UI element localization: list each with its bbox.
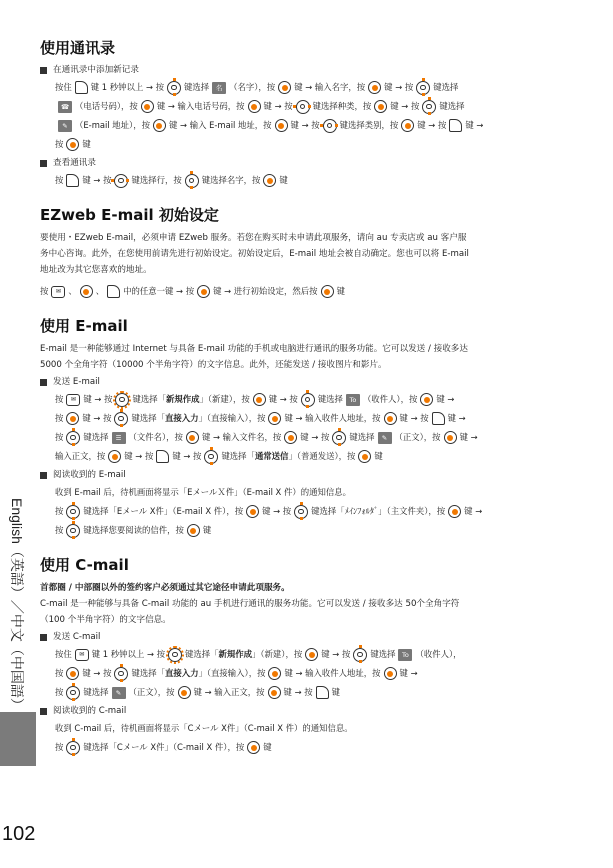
multi-key-updown-icon <box>416 81 430 95</box>
instruction-line: 按 ✉ 、 、 中的任意一键 → 按 键 → 进行初始设定，然后按 键 <box>40 286 345 296</box>
multi-key-updown-icon <box>114 412 128 426</box>
section-tab <box>0 712 36 766</box>
multi-key-updown-icon <box>66 741 80 755</box>
center-key-icon <box>253 393 266 406</box>
center-key-icon <box>384 412 397 425</box>
language-side-label: English（英語）／中文（中国語） <box>9 498 25 712</box>
center-key-icon <box>268 412 281 425</box>
soft-key-icon <box>107 285 120 298</box>
center-key-icon <box>444 431 457 444</box>
multi-key-updown-icon <box>114 667 128 681</box>
instruction-line: 按 键 <box>55 139 91 149</box>
recipient-icon: To <box>398 649 412 661</box>
multi-key-updown-icon <box>294 505 308 519</box>
section-ezweb: EZweb E-mail 初始设定 要使用・EZweb E-mail，必须申请 EZweb 服务。若您在购买时未申请此项服务，请向 au 专卖店或 au 客户服 务中心咨询。此外，在您使用前请先进行初始设定。初始设定后，E-mail 地址会被自动确定。您也可以将 E-mail 地址改为其它您喜欢的地址。 按 ✉ 、 、 中的任意一键 → 按 键 → 进行初始设定，然后按 键 <box>40 205 580 301</box>
center-key-icon <box>141 100 154 113</box>
address-book-key-icon <box>66 174 79 187</box>
instruction-line: 收到 E-mail 后，待机画面将显示「EメールＸ件」（E-mail X 件）的通知信息。 <box>55 487 351 497</box>
center-key-icon <box>66 138 79 151</box>
multi-key-updown-icon <box>66 431 80 445</box>
mail-key-icon: ✉ <box>66 394 80 406</box>
email-field-icon: ✎ <box>58 120 72 132</box>
ez-key-icon <box>80 285 93 298</box>
instruction-line: 按 键 → 按 键选择「 直接入力 」（直接输入），按 键 → 输入收件人地址，按 键 → <box>55 664 580 683</box>
multi-key-leftright-icon <box>114 174 128 188</box>
mail-key-icon: ✉ <box>75 649 89 661</box>
center-key-icon <box>153 119 166 132</box>
page-number: 102 <box>2 823 36 845</box>
instruction-line: 收到 C-mail 后，待机画面将显示「Cメール X件」（C-mail X 件）的通知信息。 <box>55 723 353 733</box>
phone-field-icon: ☎ <box>58 101 72 113</box>
bullet-square-icon <box>40 67 47 74</box>
section-title: EZweb E-mail 初始设定 <box>40 206 219 224</box>
mail-key-icon: ✉ <box>51 286 65 298</box>
address-book-key-icon <box>75 81 88 94</box>
center-key-icon <box>66 412 79 425</box>
center-key-icon <box>420 393 433 406</box>
center-key-icon <box>108 450 121 463</box>
center-key-icon <box>268 686 281 699</box>
section-title: 使用通讯录 <box>40 39 116 57</box>
center-key-icon <box>248 100 261 113</box>
multi-key-updown-icon <box>332 431 346 445</box>
soft-key-icon <box>449 119 462 132</box>
center-key-icon <box>275 119 288 132</box>
filename-icon: ☰ <box>112 432 126 444</box>
multi-key-leftright-icon <box>323 119 337 133</box>
subheading: 在通讯录中添加新记录 <box>40 63 580 77</box>
center-key-icon <box>358 450 371 463</box>
instruction-line: 按 键选择「Eメール X件」（E-mail X 件），按 键 → 按 键选择「ﾒｲﾝﾌｫﾙﾀﾞ」（主文件夹），按 键 → <box>55 502 580 521</box>
multi-key-updown-icon <box>167 81 181 95</box>
bullet-square-icon <box>40 634 47 641</box>
instruction-line: ✎ （E-mail 地址），按 键 → 输入 E-mail 地址，按 键 → 按 键选择类别，按 键 → 按 键 → <box>55 116 580 135</box>
center-key-icon <box>305 648 318 661</box>
center-key-icon <box>247 741 260 754</box>
bullet-square-icon <box>40 379 47 386</box>
instruction-line: 按 键 → 按 键选择「 直接入力 」（直接输入），按 键 → 输入收件人地址，按 键 → 按 键 → <box>55 409 580 428</box>
center-key-icon <box>368 81 381 94</box>
bullet-square-icon <box>40 160 47 167</box>
multi-key-all-icon <box>115 393 129 407</box>
center-key-icon <box>66 667 79 680</box>
instruction-line: 按 ✉ 键 → 按 键选择「 新規作成 」（新建），按 键 → 按 键选择 To （收件人），按 键 → <box>55 390 580 409</box>
center-key-icon <box>197 285 210 298</box>
instruction-line: 按 键选择您要阅读的信件，按 键 <box>55 521 580 540</box>
soft-key-icon <box>156 450 169 463</box>
section-email: 使用 E-mail E-mail 是一种能够通过 Internet 与具备 E-mail 功能的手机或电脑进行通讯的服务功能。它可以发送 / 接收多达 5000 个全角字符（10000 个半角字符）的文字信息。此外，还能发送 / 接收图片和影片。 发送 E-mail 按 ✉ 键 → 按 键选择「 新規作成 」（新建），按 键 → 按 键选择 To （收件人），按 键 → 按 键 → 按 键选择「 直接入力 」（直接输入），按 键 → 输入收件人地址，按 键 → 按 键 → 按 键选择 ☰ （文件名），按 键 → 输入文件名，按 键 → 按 键选择 ✎ （正文），按 键 → 输入正文，按 键 → 按 键 → 按 键选择「 通常送信 」（普通发送），按 键 阅读收到的 E-mail 收到 E-mail 后，待机画面将显示「EメールＸ件」（E-mail X 件）的通知信息。 按 键选择「Eメール X件」（E-mail X 件），按 键 → 按 键选择「ﾒｲﾝﾌｫﾙﾀﾞ」（主文件夹），按 键 → 按 键选择您要阅读的信件，按 键 <box>40 316 580 540</box>
center-key-icon <box>374 100 387 113</box>
multi-key-all-icon <box>168 648 182 662</box>
instruction-line: 按住 键 1 秒钟以上 → 按 键选择 名 （名字），按 键 → 输入名字，按 键 → 按 键选择 <box>55 78 580 97</box>
page-content <box>40 38 580 772</box>
recipient-icon: To <box>346 394 360 406</box>
subheading: 阅读收到的 C-mail <box>40 704 580 718</box>
instruction-line: 按 键选择 ✎ （正文），按 键 → 输入正文，按 键 → 按 键 <box>55 683 580 702</box>
subheading: 发送 C-mail <box>40 630 580 644</box>
bullet-square-icon <box>40 708 47 715</box>
center-key-icon <box>178 686 191 699</box>
center-key-icon <box>448 505 461 518</box>
instruction-line: 按 键 → 按 键选择行，按 键选择名字，按 键 <box>55 171 580 190</box>
center-key-icon <box>263 174 276 187</box>
multi-key-updown-icon <box>301 393 315 407</box>
multi-key-updown-icon <box>66 505 80 519</box>
multi-key-updown-icon <box>353 648 367 662</box>
soft-key-icon <box>316 686 329 699</box>
instruction-line: 按 键选择 ☰ （文件名），按 键 → 输入文件名，按 键 → 按 键选择 ✎ （正文），按 键 → <box>55 428 580 447</box>
instruction-line: 输入正文，按 键 → 按 键 → 按 键选择「 通常送信 」（普通发送），按 键 <box>55 447 580 466</box>
center-key-icon <box>284 431 297 444</box>
section-cmail: 使用 C-mail 首都圈 / 中部圈以外的签约客户必须通过其它途径申请此项服务。 C-mail 是一种能够与具备 C-mail 功能的 au 手机进行通讯的服务功能。它可以发送 / 接收多达 50个全角字符 （100 个半角字符）的文字信息。 发送 C-mail 按住 ✉ 键 1 秒钟以上 → 按 键选择「 新規作成 」（新建），按 键 → 按 键选择 To （收件人）， 按 键 → 按 键选择「 直接入力 」（直接输入），按 键 → 输入收件人地址，按 键 → 按 键选择 ✎ （正文），按 键 → 输入正文，按 键 → 按 键 阅读收到的 C-mail 收到 C-mail 后，待机画面将显示「Cメール X件」（C-mail X 件）的通知信息。 按 键选择「Cメール X件」（C-mail X 件），按 键 <box>40 555 580 757</box>
multi-key-updown-icon <box>204 450 218 464</box>
bullet-square-icon <box>40 472 47 479</box>
multi-key-updown-icon <box>66 524 80 538</box>
name-field-icon: 名 <box>212 82 226 94</box>
center-key-icon <box>401 119 414 132</box>
body-text-icon: ✎ <box>112 687 126 699</box>
subheading: 发送 E-mail <box>40 375 580 389</box>
section-title: 使用 E-mail <box>40 317 128 335</box>
instruction-line: 按 键选择「Cメール X件」（C-mail X 件），按 键 <box>55 738 580 757</box>
subheading: 阅读收到的 E-mail <box>40 468 580 482</box>
center-key-icon <box>321 285 334 298</box>
section-title: 使用 C-mail <box>40 556 129 574</box>
multi-key-leftright-icon <box>296 100 310 114</box>
center-key-icon <box>186 431 199 444</box>
multi-key-updown-icon <box>422 100 436 114</box>
soft-key-icon <box>432 412 445 425</box>
body-text-icon: ✎ <box>378 432 392 444</box>
center-key-icon <box>246 505 259 518</box>
center-key-icon <box>384 667 397 680</box>
center-key-icon <box>268 667 281 680</box>
multi-key-updown-icon <box>185 174 199 188</box>
center-key-icon <box>187 524 200 537</box>
subheading: 查看通讯录 <box>40 156 580 170</box>
instruction-line: ☎ （电话号码），按 键 → 输入电话号码，按 键 → 按 键选择种类，按 键 → 按 键选择 <box>55 97 580 116</box>
multi-key-updown-icon <box>66 686 80 700</box>
section-contacts <box>40 38 580 190</box>
instruction-line: 按住 ✉ 键 1 秒钟以上 → 按 键选择「 新規作成 」（新建），按 键 → 按 键选择 To （收件人）， <box>55 645 580 664</box>
center-key-icon <box>278 81 291 94</box>
